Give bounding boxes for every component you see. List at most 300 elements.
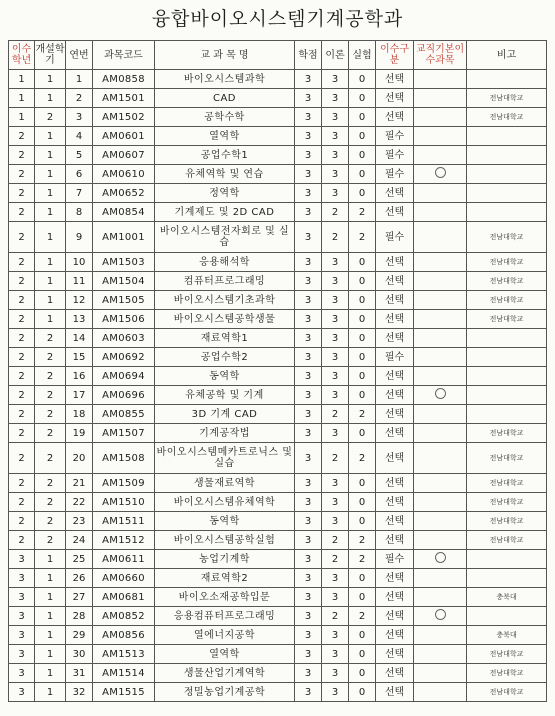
- cell-year: 2: [9, 165, 35, 184]
- cell-code: AM1506: [93, 310, 155, 329]
- cell-credit: 3: [295, 664, 322, 683]
- cell-no: 30: [66, 645, 93, 664]
- cell-credit: 3: [295, 405, 322, 424]
- cell-theory: 2: [322, 203, 349, 222]
- cell-basic: [414, 89, 467, 108]
- cell-year: 3: [9, 645, 35, 664]
- cell-theory: 3: [322, 70, 349, 89]
- cell-practice: 0: [349, 474, 376, 493]
- cell-no: 4: [66, 127, 93, 146]
- cell-theory: 3: [322, 512, 349, 531]
- cell-category: 선택: [376, 89, 414, 108]
- header-no: 연번: [66, 41, 93, 70]
- table-row: [9, 165, 547, 184]
- cell-category: 선택: [376, 291, 414, 310]
- cell-year: 1: [9, 89, 35, 108]
- cell-practice: 2: [349, 531, 376, 550]
- cell-basic: [414, 310, 467, 329]
- cell-name: 정밀농업기계공학: [155, 683, 295, 702]
- cell-credit: 3: [295, 493, 322, 512]
- cell-category: 선택: [376, 310, 414, 329]
- cell-year: 2: [9, 146, 35, 165]
- cell-category: 선택: [376, 108, 414, 127]
- cell-semester: 2: [35, 512, 66, 531]
- table-row: [9, 108, 547, 127]
- header-year: 이수학년: [9, 41, 35, 70]
- cell-note: [467, 607, 547, 626]
- cell-no: 20: [66, 443, 93, 474]
- cell-category: 선택: [376, 512, 414, 531]
- table-row: [9, 127, 547, 146]
- cell-no: 19: [66, 424, 93, 443]
- cell-credit: 3: [295, 203, 322, 222]
- cell-name: 열역학: [155, 127, 295, 146]
- cell-note: [467, 329, 547, 348]
- cell-credit: 3: [295, 424, 322, 443]
- cell-no: 15: [66, 348, 93, 367]
- cell-basic: [414, 291, 467, 310]
- cell-note: [467, 367, 547, 386]
- cell-year: 2: [9, 222, 35, 253]
- table-row: [9, 329, 547, 348]
- cell-theory: 3: [322, 184, 349, 203]
- cell-practice: 0: [349, 683, 376, 702]
- cell-credit: 3: [295, 569, 322, 588]
- cell-theory: 3: [322, 272, 349, 291]
- cell-note: 전남대학교: [467, 89, 547, 108]
- cell-basic: [414, 348, 467, 367]
- cell-name: 기계제도 및 2D CAD: [155, 203, 295, 222]
- cell-semester: 1: [35, 550, 66, 569]
- cell-practice: 0: [349, 645, 376, 664]
- table-body: [9, 70, 547, 702]
- cell-note: 전남대학교: [467, 683, 547, 702]
- table-row: [9, 222, 547, 253]
- table-row: [9, 70, 547, 89]
- cell-no: 3: [66, 108, 93, 127]
- cell-theory: 3: [322, 348, 349, 367]
- cell-note: [467, 386, 547, 405]
- cell-note: [467, 405, 547, 424]
- cell-practice: 2: [349, 203, 376, 222]
- cell-year: 3: [9, 664, 35, 683]
- cell-basic: [414, 253, 467, 272]
- cell-name: 바이오시스템유체역학: [155, 493, 295, 512]
- cell-code: AM1513: [93, 645, 155, 664]
- cell-note: 전남대학교: [467, 664, 547, 683]
- cell-theory: 3: [322, 165, 349, 184]
- header-category: 이수구분: [376, 41, 414, 70]
- table-row: [9, 367, 547, 386]
- cell-theory: 3: [322, 588, 349, 607]
- cell-credit: 3: [295, 348, 322, 367]
- cell-code: AM0607: [93, 146, 155, 165]
- cell-code: AM0681: [93, 588, 155, 607]
- cell-practice: 2: [349, 222, 376, 253]
- cell-theory: 3: [322, 253, 349, 272]
- cell-note: 전남대학교: [467, 222, 547, 253]
- page-title: 융합바이오시스템기계공학과: [151, 8, 404, 30]
- cell-basic: [414, 367, 467, 386]
- cell-semester: 1: [35, 203, 66, 222]
- cell-basic: [414, 165, 467, 184]
- cell-code: AM0855: [93, 405, 155, 424]
- cell-basic: [414, 184, 467, 203]
- cell-note: [467, 165, 547, 184]
- cell-name: 바이오시스템기초과학: [155, 291, 295, 310]
- cell-basic: [414, 203, 467, 222]
- cell-practice: 0: [349, 146, 376, 165]
- cell-code: AM1504: [93, 272, 155, 291]
- cell-credit: 3: [295, 70, 322, 89]
- cell-theory: 2: [322, 405, 349, 424]
- cell-no: 29: [66, 626, 93, 645]
- cell-no: 1: [66, 70, 93, 89]
- cell-practice: 0: [349, 512, 376, 531]
- cell-no: 27: [66, 588, 93, 607]
- table-row: [9, 310, 547, 329]
- cell-note: 전남대학교: [467, 531, 547, 550]
- cell-basic: [414, 588, 467, 607]
- cell-year: 2: [9, 493, 35, 512]
- cell-practice: 0: [349, 588, 376, 607]
- cell-semester: 2: [35, 531, 66, 550]
- cell-code: AM1508: [93, 443, 155, 474]
- cell-no: 25: [66, 550, 93, 569]
- cell-practice: 0: [349, 329, 376, 348]
- cell-note: 전남대학교: [467, 443, 547, 474]
- cell-category: 선택: [376, 443, 414, 474]
- cell-basic: [414, 222, 467, 253]
- cell-no: 31: [66, 664, 93, 683]
- cell-note: 전남대학교: [467, 512, 547, 531]
- cell-category: 선택: [376, 645, 414, 664]
- cell-semester: 1: [35, 165, 66, 184]
- header-basic: 교직기본이수과목: [414, 41, 467, 70]
- table-row: [9, 645, 547, 664]
- cell-name: 농업기계학: [155, 550, 295, 569]
- cell-category: 선택: [376, 531, 414, 550]
- cell-category: 선택: [376, 70, 414, 89]
- cell-code: AM1507: [93, 424, 155, 443]
- cell-name: 응용해석학: [155, 253, 295, 272]
- cell-code: AM1509: [93, 474, 155, 493]
- cell-practice: 2: [349, 405, 376, 424]
- cell-theory: 3: [322, 424, 349, 443]
- cell-basic: [414, 550, 467, 569]
- cell-code: AM0858: [93, 70, 155, 89]
- circle-mark-icon: [435, 388, 446, 399]
- cell-semester: 2: [35, 424, 66, 443]
- cell-practice: 0: [349, 367, 376, 386]
- cell-credit: 3: [295, 272, 322, 291]
- cell-name: 바이오시스템메카트로닉스 및 실습: [155, 443, 295, 474]
- header-code: 과목코드: [93, 41, 155, 70]
- cell-credit: 3: [295, 607, 322, 626]
- cell-basic: [414, 607, 467, 626]
- header-practice: 실험: [349, 41, 376, 70]
- cell-theory: 3: [322, 291, 349, 310]
- cell-semester: 1: [35, 569, 66, 588]
- cell-practice: 0: [349, 165, 376, 184]
- cell-note: 전남대학교: [467, 310, 547, 329]
- table-row: [9, 588, 547, 607]
- cell-credit: 3: [295, 329, 322, 348]
- cell-year: 2: [9, 127, 35, 146]
- cell-semester: 1: [35, 607, 66, 626]
- cell-year: 2: [9, 348, 35, 367]
- cell-theory: 2: [322, 443, 349, 474]
- cell-note: 전남대학교: [467, 474, 547, 493]
- cell-no: 18: [66, 405, 93, 424]
- cell-name: 바이오시스템공학실험: [155, 531, 295, 550]
- cell-no: 26: [66, 569, 93, 588]
- cell-basic: [414, 683, 467, 702]
- cell-note: 전남대학교: [467, 493, 547, 512]
- cell-year: 2: [9, 474, 35, 493]
- cell-semester: 2: [35, 493, 66, 512]
- circle-mark-icon: [435, 552, 446, 563]
- cell-name: 생물산업기계역학: [155, 664, 295, 683]
- cell-year: 2: [9, 424, 35, 443]
- cell-category: 선택: [376, 367, 414, 386]
- cell-no: 5: [66, 146, 93, 165]
- cell-note: 충북대: [467, 588, 547, 607]
- cell-basic: [414, 569, 467, 588]
- table-row: [9, 512, 547, 531]
- cell-basic: [414, 146, 467, 165]
- cell-name: 유체공학 및 기계: [155, 386, 295, 405]
- table-row: [9, 424, 547, 443]
- cell-practice: 0: [349, 626, 376, 645]
- cell-practice: 0: [349, 310, 376, 329]
- table-row: [9, 203, 547, 222]
- cell-semester: 1: [35, 222, 66, 253]
- cell-name: 재료역학1: [155, 329, 295, 348]
- cell-basic: [414, 664, 467, 683]
- cell-semester: 1: [35, 146, 66, 165]
- table-row: [9, 89, 547, 108]
- cell-note: 전남대학교: [467, 253, 547, 272]
- cell-credit: 3: [295, 127, 322, 146]
- cell-no: 12: [66, 291, 93, 310]
- cell-semester: 1: [35, 626, 66, 645]
- cell-credit: 3: [295, 645, 322, 664]
- cell-name: 바이오시스템과학: [155, 70, 295, 89]
- table-row: [9, 474, 547, 493]
- cell-note: [467, 203, 547, 222]
- cell-code: AM0692: [93, 348, 155, 367]
- cell-note: [467, 127, 547, 146]
- cell-code: AM0603: [93, 329, 155, 348]
- cell-credit: 3: [295, 222, 322, 253]
- cell-no: 8: [66, 203, 93, 222]
- cell-practice: 0: [349, 184, 376, 203]
- cell-credit: 3: [295, 310, 322, 329]
- cell-credit: 3: [295, 291, 322, 310]
- cell-category: 선택: [376, 184, 414, 203]
- cell-category: 선택: [376, 329, 414, 348]
- cell-semester: 2: [35, 386, 66, 405]
- cell-code: AM1515: [93, 683, 155, 702]
- cell-semester: 2: [35, 474, 66, 493]
- table-row: [9, 664, 547, 683]
- cell-practice: 2: [349, 550, 376, 569]
- cell-basic: [414, 493, 467, 512]
- cell-code: AM0611: [93, 550, 155, 569]
- cell-year: 3: [9, 550, 35, 569]
- cell-name: 공업수학1: [155, 146, 295, 165]
- cell-name: 응용컴퓨터프로그래밍: [155, 607, 295, 626]
- cell-credit: 3: [295, 626, 322, 645]
- cell-credit: 3: [295, 146, 322, 165]
- table-row: [9, 493, 547, 512]
- cell-note: [467, 569, 547, 588]
- cell-note: [467, 550, 547, 569]
- cell-year: 2: [9, 291, 35, 310]
- cell-practice: 2: [349, 607, 376, 626]
- cell-practice: 0: [349, 664, 376, 683]
- cell-code: AM0854: [93, 203, 155, 222]
- cell-year: 1: [9, 108, 35, 127]
- cell-theory: 3: [322, 474, 349, 493]
- cell-category: 선택: [376, 203, 414, 222]
- cell-practice: 0: [349, 108, 376, 127]
- cell-theory: 3: [322, 108, 349, 127]
- table-row: [9, 253, 547, 272]
- table-row: [9, 626, 547, 645]
- cell-practice: 0: [349, 127, 376, 146]
- circle-mark-icon: [435, 167, 446, 178]
- cell-year: 2: [9, 367, 35, 386]
- cell-name: 동역학: [155, 367, 295, 386]
- cell-year: 2: [9, 329, 35, 348]
- cell-credit: 3: [295, 253, 322, 272]
- cell-credit: 3: [295, 512, 322, 531]
- cell-no: 14: [66, 329, 93, 348]
- table-row: [9, 184, 547, 203]
- cell-code: AM1512: [93, 531, 155, 550]
- cell-category: 선택: [376, 272, 414, 291]
- cell-category: 선택: [376, 664, 414, 683]
- cell-credit: 3: [295, 443, 322, 474]
- cell-semester: 1: [35, 645, 66, 664]
- cell-no: 16: [66, 367, 93, 386]
- cell-code: AM1001: [93, 222, 155, 253]
- cell-no: 2: [66, 89, 93, 108]
- cell-semester: 1: [35, 127, 66, 146]
- cell-name: 공학수학: [155, 108, 295, 127]
- cell-credit: 3: [295, 108, 322, 127]
- table-row: [9, 386, 547, 405]
- cell-practice: 0: [349, 89, 376, 108]
- cell-theory: 3: [322, 626, 349, 645]
- cell-category: 필수: [376, 127, 414, 146]
- cell-basic: [414, 127, 467, 146]
- cell-name: 기계공작법: [155, 424, 295, 443]
- cell-year: 1: [9, 70, 35, 89]
- cell-credit: 3: [295, 474, 322, 493]
- cell-year: 2: [9, 253, 35, 272]
- cell-category: 선택: [376, 493, 414, 512]
- cell-credit: 3: [295, 367, 322, 386]
- cell-semester: 1: [35, 310, 66, 329]
- cell-theory: 2: [322, 550, 349, 569]
- cell-year: 2: [9, 184, 35, 203]
- cell-theory: 3: [322, 569, 349, 588]
- cell-no: 13: [66, 310, 93, 329]
- cell-theory: 3: [322, 89, 349, 108]
- cell-credit: 3: [295, 588, 322, 607]
- cell-practice: 0: [349, 493, 376, 512]
- table-row: [9, 550, 547, 569]
- cell-credit: 3: [295, 550, 322, 569]
- cell-category: 선택: [376, 626, 414, 645]
- table-row: [9, 683, 547, 702]
- cell-credit: 3: [295, 165, 322, 184]
- cell-semester: 1: [35, 70, 66, 89]
- cell-note: [467, 184, 547, 203]
- cell-practice: 0: [349, 424, 376, 443]
- cell-category: 필수: [376, 146, 414, 165]
- cell-category: 선택: [376, 607, 414, 626]
- cell-basic: [414, 474, 467, 493]
- cell-year: 3: [9, 683, 35, 702]
- cell-theory: 2: [322, 607, 349, 626]
- cell-year: 2: [9, 272, 35, 291]
- table-row: [9, 531, 547, 550]
- cell-credit: 3: [295, 531, 322, 550]
- cell-theory: 3: [322, 146, 349, 165]
- cell-basic: [414, 512, 467, 531]
- cell-no: 10: [66, 253, 93, 272]
- cell-code: AM1514: [93, 664, 155, 683]
- cell-code: AM1503: [93, 253, 155, 272]
- cell-note: 전남대학교: [467, 272, 547, 291]
- cell-year: 3: [9, 626, 35, 645]
- cell-note: 전남대학교: [467, 424, 547, 443]
- cell-credit: 3: [295, 184, 322, 203]
- cell-category: 선택: [376, 683, 414, 702]
- cell-semester: 1: [35, 588, 66, 607]
- cell-category: 필수: [376, 222, 414, 253]
- cell-note: 전남대학교: [467, 645, 547, 664]
- cell-code: AM1505: [93, 291, 155, 310]
- cell-practice: 0: [349, 70, 376, 89]
- table-row: [9, 443, 547, 474]
- cell-code: AM0660: [93, 569, 155, 588]
- header-row: [9, 41, 547, 70]
- table-row: [9, 405, 547, 424]
- cell-no: 28: [66, 607, 93, 626]
- cell-theory: 3: [322, 386, 349, 405]
- cell-note: [467, 70, 547, 89]
- cell-year: 2: [9, 531, 35, 550]
- cell-note: 전남대학교: [467, 291, 547, 310]
- cell-theory: 3: [322, 493, 349, 512]
- cell-name: 유체역학 및 연습: [155, 165, 295, 184]
- table-row: [9, 607, 547, 626]
- cell-category: 선택: [376, 474, 414, 493]
- cell-name: 3D 기계 CAD: [155, 405, 295, 424]
- cell-name: 열에너지공학: [155, 626, 295, 645]
- cell-year: 2: [9, 386, 35, 405]
- cell-name: 공업수학2: [155, 348, 295, 367]
- cell-semester: 1: [35, 683, 66, 702]
- cell-note: 충북대: [467, 626, 547, 645]
- header-semester: 개설학기: [35, 41, 66, 70]
- cell-semester: 1: [35, 664, 66, 683]
